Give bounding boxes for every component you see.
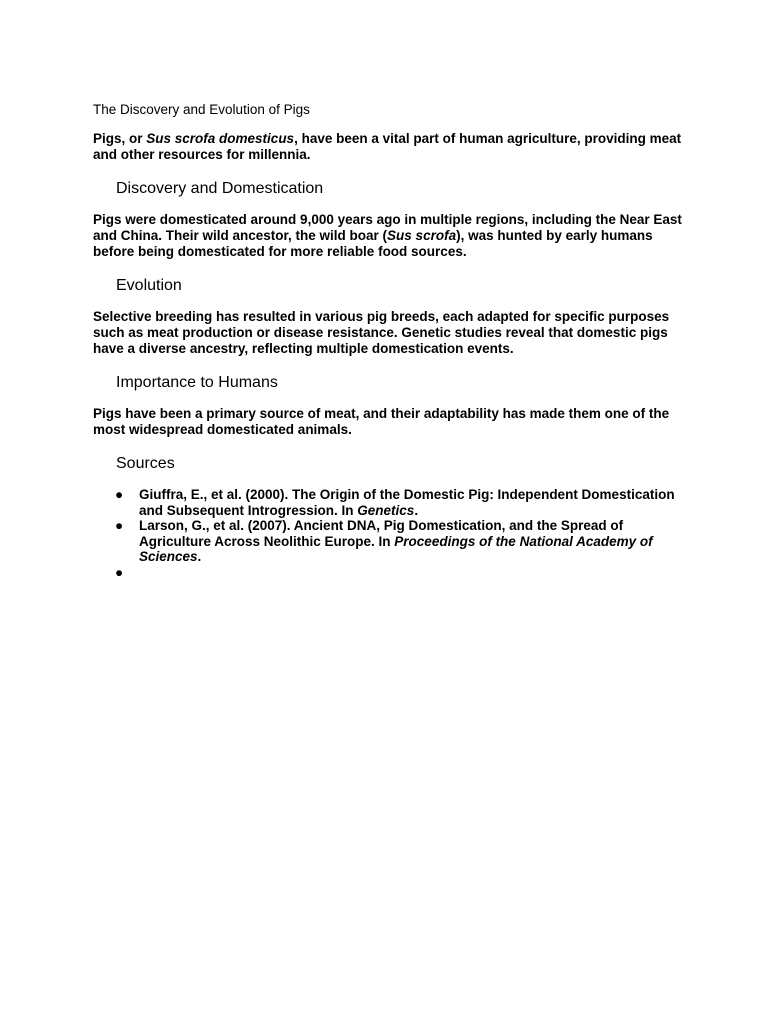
document-title: The Discovery and Evolution of Pigs [93, 102, 310, 117]
section-body-evolution: Selective breeding has resulted in various pig breeds, each adapted for specific purposes such as meat production or disease resistance. Genetic studies reveal that domestic pigs have a diverse ancestry, reflecting multiple domestication events. [93, 309, 670, 356]
discovery-text-pre: Pigs were domesticated around 9,000 years ago in multiple regions, including the Near East and China. Their wild ancestor, the wild boar ( [93, 212, 682, 243]
intro-text-post: , have been a vital part of human agriculture, providing meat and other resources for millennia. [93, 131, 682, 162]
section-heading-evolution: Evolution [116, 277, 182, 294]
discovery-text-post: ), was hunted by early humans before being domesticated for more reliable food sources. [93, 228, 653, 259]
intro-paragraph [93, 131, 683, 163]
bullet-icon: ● [115, 564, 124, 580]
intro-text-pre: Pigs, or [93, 131, 147, 146]
bullet-icon: ● [115, 518, 124, 533]
section-body-importance: Pigs have been a primary source of meat, and their adaptability has made them one of the most widespread domesticated animals. [93, 406, 670, 437]
sources-list [93, 487, 683, 580]
list-item [93, 518, 683, 565]
section-heading-discovery: Discovery and Domestication [116, 180, 324, 197]
source-journal: Genetics [357, 502, 415, 518]
bullet-icon: ● [115, 487, 124, 502]
source-text-post: . [197, 549, 202, 564]
section-heading-importance: Importance to Humans [116, 374, 278, 391]
intro-text-italic: Sus scrofa domesticus [146, 131, 295, 146]
source-text-post: . [414, 502, 419, 518]
list-item [93, 565, 683, 581]
list-item [93, 487, 683, 518]
section-body-discovery [93, 212, 683, 260]
source-text-pre: Larson, G., et al. (2007). Ancient DNA, Pig Domestication, and the Spread of Agriculture Across Neolithic Europe. In [139, 518, 624, 549]
discovery-text-italic: Sus scrofa [387, 228, 457, 243]
document-page [93, 101, 683, 580]
section-heading-sources: Sources [116, 455, 175, 472]
source-text-pre: Giuffra, E., et al. (2000). The Origin of the Domestic Pig: Independent Domestication and Subsequent Introgression. In [139, 487, 675, 518]
source-journal: Proceedings of the National Academy of Sciences [139, 533, 653, 564]
